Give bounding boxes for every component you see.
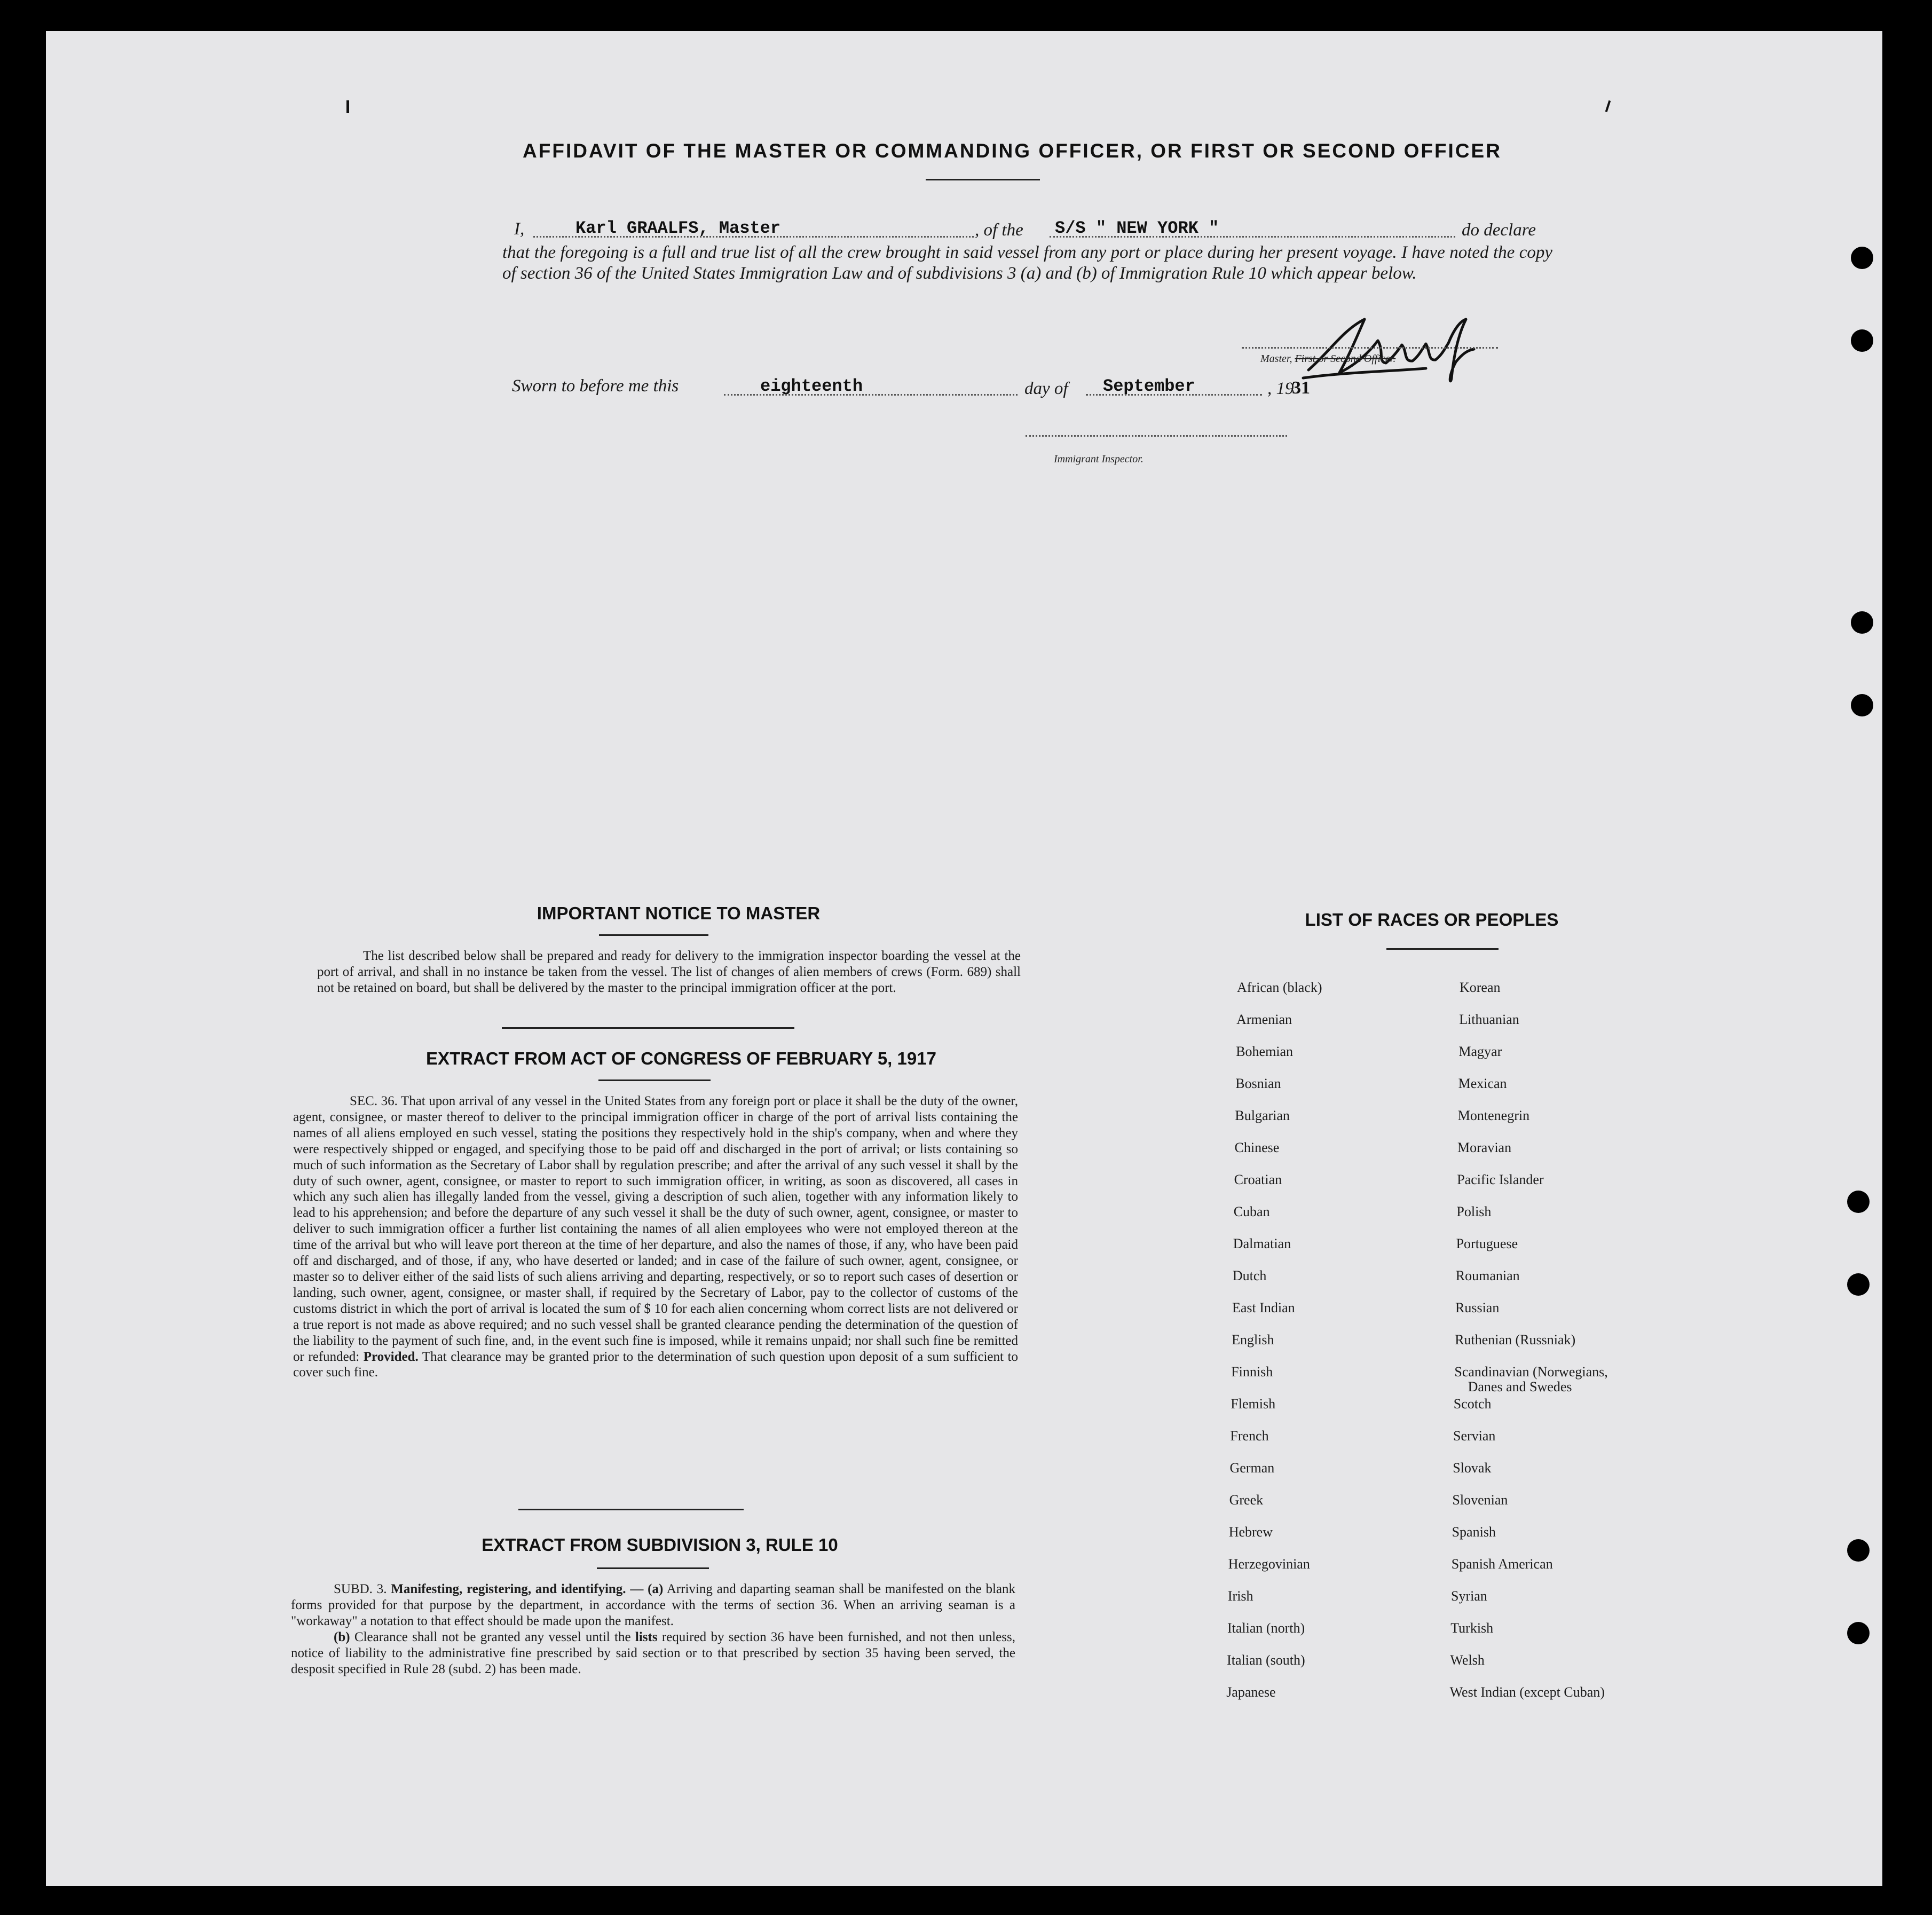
master-name-field: Karl GRAALFS, Master bbox=[575, 218, 781, 238]
race-item: Syrian bbox=[1451, 1588, 1487, 1604]
notice-title-rule bbox=[599, 934, 708, 936]
race-item: Italian (north) bbox=[1227, 1620, 1305, 1636]
race-item: French bbox=[1230, 1428, 1269, 1444]
subd-part-b-text-1: Clearance shall not be granted any vessel until the bbox=[354, 1629, 631, 1644]
race-item: Hebrew bbox=[1228, 1524, 1273, 1540]
race-item: African (black) bbox=[1237, 980, 1322, 995]
act-title-rule bbox=[598, 1079, 711, 1081]
document-page bbox=[46, 31, 1882, 1886]
race-item: Greek bbox=[1229, 1492, 1264, 1508]
subd-part-b-lists: lists bbox=[635, 1629, 658, 1644]
sworn-month-line bbox=[1086, 394, 1262, 396]
notice-text bbox=[317, 948, 1021, 996]
race-item: Korean bbox=[1460, 980, 1501, 995]
signature-caption-struck: First or Second Officer. bbox=[1295, 353, 1396, 365]
races-title: LIST OF RACES OR PEOPLES bbox=[1305, 910, 1559, 929]
race-item: German bbox=[1229, 1460, 1275, 1476]
sworn-label: Sworn to before me this bbox=[512, 376, 679, 396]
race-item: Irish bbox=[1227, 1588, 1253, 1604]
year-prefix: , 19 bbox=[1267, 379, 1294, 398]
race-item: English bbox=[1232, 1332, 1274, 1347]
race-item: Croatian bbox=[1234, 1172, 1282, 1187]
act-title: EXTRACT FROM ACT OF CONGRESS OF FEBRUARY 5, 1917 bbox=[426, 1049, 936, 1068]
inspector-caption: Immigrant Inspector. bbox=[1054, 453, 1144, 465]
year-suffix-field: 31 bbox=[1292, 378, 1310, 398]
subd-heading: Manifesting, registering, and identifying. bbox=[391, 1582, 626, 1596]
act-paragraph: SEC. 36. That upon arrival of any vessel in the United States from any foreign port or place it shall be the duty of the owner, agent, consignee, or master thereof to deliver to the principal immigration officer in charge of the port of arrival lists containing the names of all aliens employed en such vessel, stating the positions they respectively hold in the ship's company, when and where they were respectively shipped or engaged, and specifying those to be paid off and discharged in the port of arrival; or lists containing so much of such information as the Secretary of Labor shall by regulation prescribe; and after the arrival of any such vessel it shall by the duty of such owner, agent, consignee, or master to report to such immigration officer, in writing, as soon as discovered, all cases in which any such alien has illegally landed from the vessel, giving a description of such alien, together with any information likely to lead to his apprehension; and before the departure of any such vessel it shall be the duty of such owner, agent, consignee, or master to deliver to such immigration officer a further list containing the names of all alien employees who were not employed thereon at the time of the arrival but who will leave port thereon at the time of her departure, and also the names of those, if any, who have been paid off and discharged, and of those, if any, who have deserted or landed; and in case of the failure of such owner, agent, consignee, or master so to deliver either of the said lists of such aliens arriving and departing, respectively, or so to report such cases of desertion or landing, such owner, agent, consignee, or master shall, if required by the Secretary of Labor, pay to the collector of customs of the customs district in which the port of arrival is located the sum of $ 10 for each alien concerning whom correct lists are not delivered or a true report is not made as above required; and no such vessel shall be granted clearance pending the determination of the question of the liability to the payment of such fine, and, in the event such fine is imposed, while it remains unpaid; nor shall such fine be remitted or refunded: bbox=[293, 1094, 1018, 1364]
races-title-rule bbox=[1386, 948, 1499, 950]
sworn-month-field: September bbox=[1103, 376, 1195, 396]
subd-part-b-label: (b) bbox=[334, 1629, 350, 1644]
race-item: Spanish bbox=[1452, 1524, 1496, 1540]
race-item: Herzegovinian bbox=[1228, 1556, 1310, 1572]
race-item: Dutch bbox=[1232, 1268, 1267, 1283]
race-item: Chinese bbox=[1234, 1140, 1280, 1155]
race-item: Moravian bbox=[1457, 1140, 1512, 1155]
subd-part-b-text-2: required by section 36 have been furnished, and not then unless, notice of liability to the administrative fine prescribed by said section or to that prescribed by section 35 having been served, the desposit specified in Rule 28 (subd. 2) has been made. bbox=[291, 1629, 1015, 1676]
race-item: Bohemian bbox=[1236, 1044, 1294, 1059]
signature-caption bbox=[1260, 353, 1395, 365]
race-item: Scotch bbox=[1453, 1396, 1492, 1412]
act-provided-label: Provided. bbox=[363, 1349, 419, 1364]
subdivision-text bbox=[291, 1581, 1015, 1677]
subdivision-title-rule bbox=[597, 1567, 709, 1569]
race-item: Scandinavian (Norwegians, bbox=[1454, 1364, 1608, 1380]
binder-hole bbox=[1847, 1191, 1870, 1213]
binder-hole bbox=[1851, 329, 1873, 352]
race-item: Russian bbox=[1455, 1300, 1500, 1315]
binder-hole bbox=[1847, 1622, 1870, 1644]
binder-hole bbox=[1847, 1273, 1870, 1296]
affidavit-body: that the foregoing is a full and true list of all the crew brought in said vessel from any port or place during her present voyage. I have noted the copy of section 36 of the United States Immigration Law and of subdivisions 3 (a) and (b) of Immigration Rule 10 which appear below. bbox=[502, 243, 1552, 283]
affidavit-intro: I, bbox=[514, 219, 525, 239]
race-item: Flemish bbox=[1231, 1396, 1276, 1412]
race-item: Turkish bbox=[1450, 1620, 1494, 1636]
race-item: Italian (south) bbox=[1227, 1652, 1305, 1668]
master-signature bbox=[1298, 298, 1501, 394]
affidavit-title-rule bbox=[926, 179, 1040, 180]
race-item: Montenegrin bbox=[1457, 1108, 1530, 1123]
race-item: East Indian bbox=[1232, 1300, 1295, 1315]
race-item: Armenian bbox=[1236, 1012, 1292, 1027]
race-item: Servian bbox=[1453, 1428, 1496, 1444]
race-item: Mexican bbox=[1458, 1076, 1507, 1091]
race-item: Lithuanian bbox=[1459, 1012, 1519, 1027]
binder-hole bbox=[1851, 694, 1873, 716]
subd-part-a-text: Arriving and daparting seaman shall be manifested on the blank forms provided for that purpose by the department, in accordance with the terms of section 36. When an arriving seaman is a "workaway" a notation to that effect should be made upon the manifest. bbox=[291, 1582, 1015, 1628]
race-item: Slovenian bbox=[1452, 1492, 1508, 1508]
race-item: Bosnian bbox=[1235, 1076, 1281, 1091]
affidavit-title: AFFIDAVIT OF THE MASTER OR COMMANDING OFFICER, OR FIRST OR SECOND OFFICER bbox=[523, 140, 1502, 162]
race-item: Cuban bbox=[1233, 1204, 1270, 1219]
notice-title: IMPORTANT NOTICE TO MASTER bbox=[537, 903, 821, 923]
vessel-name-field: S/S " NEW YORK " bbox=[1055, 218, 1219, 238]
race-item: Bulgarian bbox=[1235, 1108, 1290, 1123]
scan-mark-left bbox=[346, 100, 349, 113]
race-item: Roumanian bbox=[1455, 1268, 1520, 1283]
act-text bbox=[293, 1093, 1018, 1381]
race-item-continuation: Danes and Swedes bbox=[1468, 1379, 1572, 1394]
binder-hole bbox=[1847, 1539, 1870, 1562]
race-item: Pacific Islander bbox=[1457, 1172, 1544, 1187]
do-declare-label: do declare bbox=[1462, 220, 1536, 240]
of-the-label: , of the bbox=[975, 220, 1023, 240]
race-item: Dalmatian bbox=[1233, 1236, 1291, 1251]
master-name-line bbox=[533, 236, 974, 238]
scan-mark-right bbox=[1605, 100, 1611, 112]
binder-hole bbox=[1851, 247, 1873, 269]
inspector-signature-line bbox=[1026, 435, 1287, 437]
race-item: Welsh bbox=[1450, 1652, 1485, 1668]
sworn-day-field: eighteenth bbox=[760, 376, 863, 396]
race-item: West Indian (except Cuban) bbox=[1449, 1684, 1605, 1700]
subdivision-title: EXTRACT FROM SUBDIVISION 3, RULE 10 bbox=[482, 1535, 838, 1555]
notice-paragraph: The list described below shall be prepared and ready for delivery to the immigration inspector boarding the vessel at the port of arrival, and shall in no instance be taken from the vessel. The list of changes of alien members of crews (Form. 689) shall not be retained on board, but shall be delivered by the master to the principal immigration officer at the port. bbox=[317, 949, 1021, 995]
sworn-day-line bbox=[724, 394, 1018, 396]
act-end-rule bbox=[518, 1509, 744, 1510]
race-item: Portuguese bbox=[1456, 1236, 1518, 1251]
race-item: Japanese bbox=[1226, 1684, 1276, 1700]
race-item: Ruthenian (Russniak) bbox=[1455, 1332, 1576, 1347]
race-item: Polish bbox=[1456, 1204, 1492, 1219]
notice-end-rule bbox=[502, 1027, 794, 1029]
act-paragraph-end: That clearance may be granted prior to the determination of such question upon deposit of a sum sufficient to cover such fine. bbox=[293, 1349, 1018, 1380]
subd-prefix: SUBD. 3. bbox=[334, 1582, 387, 1596]
signature-line bbox=[1242, 347, 1498, 349]
day-of-label: day of bbox=[1024, 379, 1068, 398]
race-item: Spanish American bbox=[1451, 1556, 1553, 1572]
race-item: Finnish bbox=[1231, 1364, 1273, 1380]
vessel-name-line bbox=[1050, 236, 1455, 238]
subd-part-a-label: — (a) bbox=[630, 1582, 664, 1596]
binder-hole bbox=[1851, 611, 1873, 634]
race-item: Magyar bbox=[1458, 1044, 1502, 1059]
race-item: Slovak bbox=[1453, 1460, 1492, 1476]
signature-caption-master: Master, bbox=[1260, 353, 1292, 365]
